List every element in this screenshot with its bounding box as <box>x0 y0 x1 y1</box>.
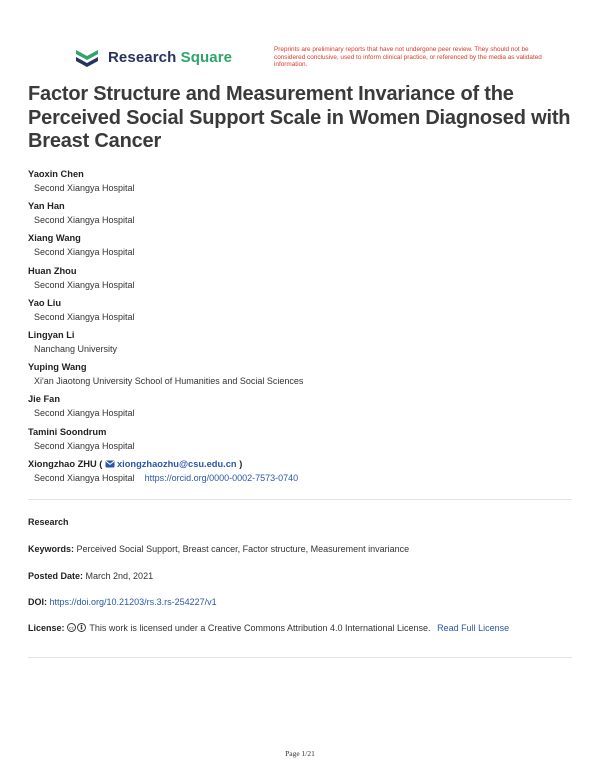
cc-icon <box>67 623 87 632</box>
author-name: Yaoxin Chen <box>28 169 84 179</box>
author-affiliation: Second Xiangya Hospital <box>34 247 135 258</box>
research-square-logo-icon <box>74 47 100 67</box>
preprint-disclaimer: Preprints are preliminary reports that have not undergone peer review. They should not be considered conclusive, used to inform clinical practice, or referenced by the media as validated information. <box>274 46 542 69</box>
section-divider <box>28 499 572 500</box>
author-name: Yan Han <box>28 201 65 212</box>
envelope-icon <box>105 460 115 468</box>
doi-label: DOI: <box>28 597 47 607</box>
author-affiliation: Second Xiangya Hospital <box>34 215 135 226</box>
author-affiliation: Second Xiangya Hospital <box>34 311 135 322</box>
open-paren: ( <box>99 458 103 469</box>
author-entry <box>28 393 568 425</box>
author-affiliation: Second Xiangya Hospital <box>34 440 135 451</box>
license-label: License: <box>28 623 65 633</box>
author-name: Xiang Wang <box>28 233 81 244</box>
author-entry <box>28 361 568 393</box>
posted-date-label: Posted Date: <box>28 571 84 581</box>
logo-word-research: Research <box>108 48 177 66</box>
page-number: Page 1/21 <box>285 749 315 758</box>
license-text: This work is licensed under a Creative Commons Attribution 4.0 International License. <box>89 623 431 633</box>
article-type: Research <box>28 517 69 527</box>
author-entry <box>28 232 568 264</box>
corresponding-affiliation-text: Second Xiangya Hospital <box>34 472 135 483</box>
author-entry <box>28 297 568 329</box>
author-entry <box>28 168 568 200</box>
license-line <box>28 622 558 636</box>
keywords-value: Perceived Social Support, Breast cancer, Factor structure, Measurement invariance <box>76 544 410 554</box>
doi-line <box>28 596 558 609</box>
author-name: Huan Zhou <box>28 265 77 276</box>
section-divider-bottom <box>28 657 572 658</box>
email-text: xiongzhaozhu@csu.edu.cn <box>116 458 237 469</box>
author-name: Yuping Wang <box>28 362 87 373</box>
read-full-license-link[interactable]: Read Full License <box>437 623 510 633</box>
author-list <box>28 168 568 490</box>
author-entry <box>28 329 568 361</box>
posted-date-line <box>28 570 558 583</box>
svg-text:cc: cc <box>69 626 75 632</box>
research-square-logo[interactable] <box>74 47 232 67</box>
keywords-line <box>28 543 558 556</box>
author-entry <box>28 200 568 232</box>
author-name: Yao Liu <box>28 297 62 308</box>
author-affiliation: Second Xiangya Hospital <box>34 183 135 193</box>
author-entry <box>28 265 568 297</box>
orcid-link[interactable]: https://orcid.org/0000-0002-7573-0740 <box>144 472 299 483</box>
posted-date-value: March 2nd, 2021 <box>85 571 154 581</box>
corresponding-author-affiliation <box>28 471 568 486</box>
author-affiliation: Nanchang University <box>34 343 118 354</box>
creative-commons-icons <box>67 623 87 636</box>
logo-word-square: Square <box>180 48 233 66</box>
author-entry <box>28 426 568 458</box>
corresponding-author-name-text: Xiongzhao ZHU <box>28 458 97 469</box>
email-link[interactable] <box>105 459 237 469</box>
author-name: Tamini Soondrum <box>28 426 107 437</box>
logo-wordmark <box>108 49 232 66</box>
close-paren: ) <box>239 458 243 469</box>
author-affiliation: Second Xiangya Hospital <box>34 279 135 290</box>
doi-link[interactable]: https://doi.org/10.21203/rs.3.rs-254227/v1 <box>49 597 217 607</box>
author-name: Jie Fan <box>28 394 61 405</box>
corresponding-author-entry <box>28 458 568 490</box>
author-name: Lingyan Li <box>28 329 75 340</box>
paper-title: Factor Structure and Measurement Invariance of the Perceived Social Support Scale in Women Diagnosed with Breast Cancer <box>28 83 571 152</box>
keywords-label: Keywords: <box>28 544 75 554</box>
author-affiliation: Xi'an Jiaotong University School of Humanities and Social Sciences <box>34 376 304 387</box>
corresponding-author-name <box>28 458 568 471</box>
author-affiliation: Second Xiangya Hospital <box>34 408 135 419</box>
